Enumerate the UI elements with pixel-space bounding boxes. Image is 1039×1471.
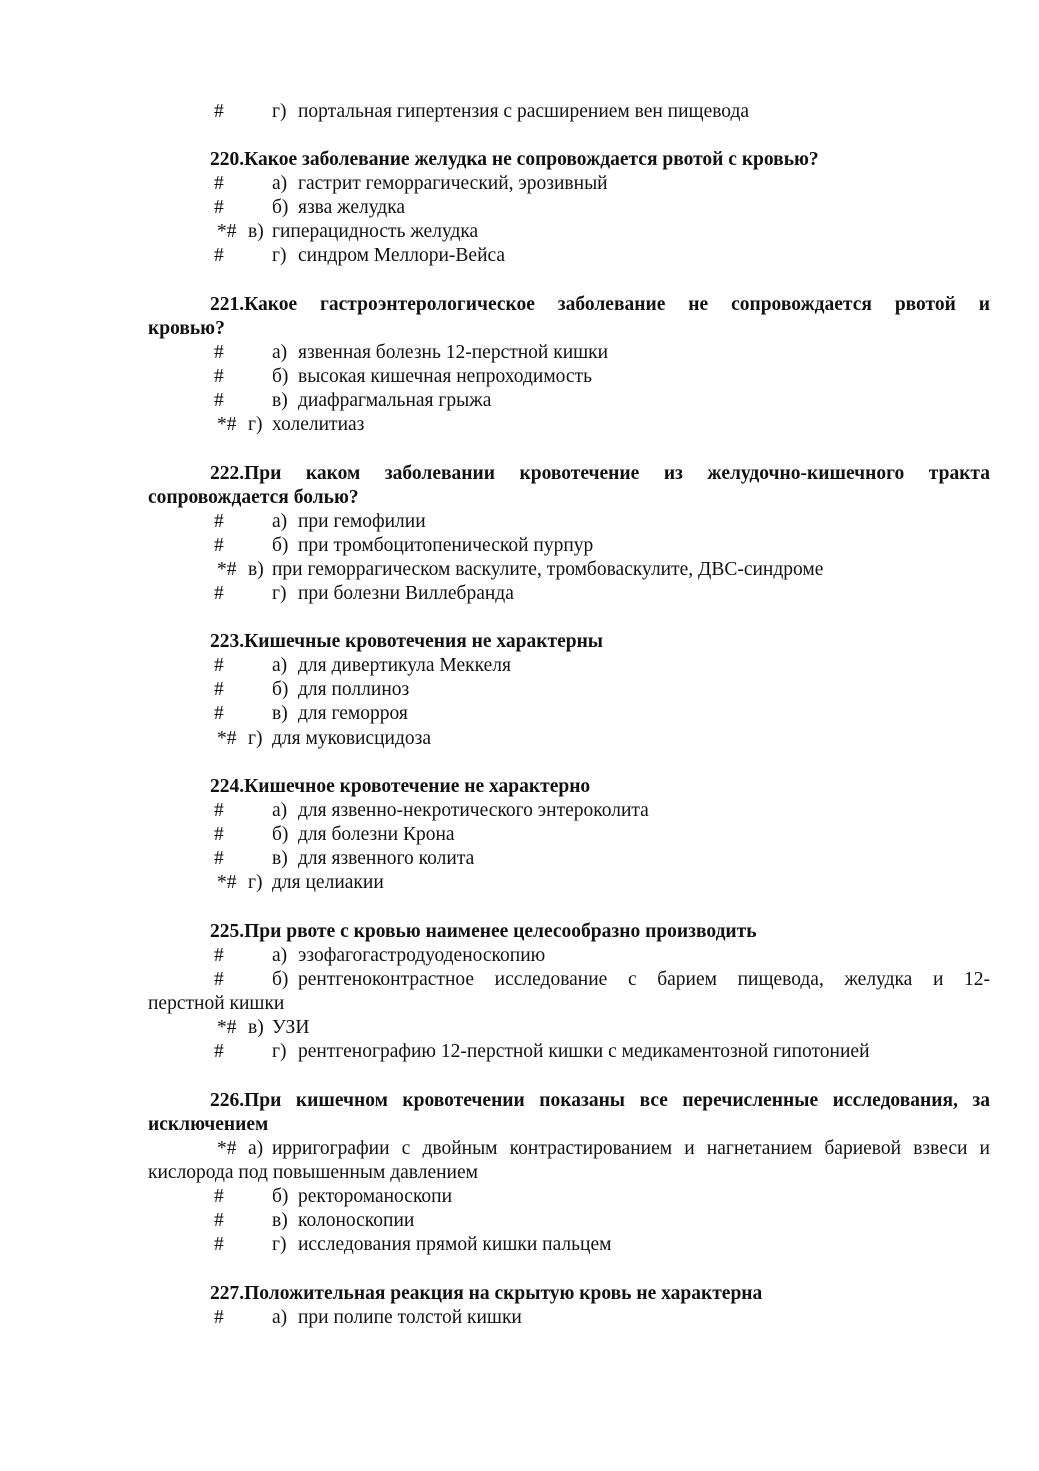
option-line: # в) для язвенного колита [214, 848, 475, 869]
option-line: # б) для болезни Крона [214, 824, 455, 845]
question-222-title-cont: сопровождается болью? [148, 487, 359, 508]
question-221-title-cont: кровью? [148, 318, 225, 339]
option-line: # б) для поллиноз [214, 679, 410, 700]
correct-option-line: *# г) для муковисцидоза [217, 728, 432, 749]
question-225-title: 225.При рвоте с кровью наименее целесообразно производить [210, 921, 757, 942]
question-227-title: 227.Положительная реакция на скрытую кровь не характерна [210, 1283, 763, 1304]
option-line: # б) ректороманоскопи [214, 1186, 453, 1207]
option-line: # а) язвенная болезнь 12-перстной кишки [214, 342, 609, 363]
option-line: # г) исследования прямой кишки пальцем [214, 1234, 612, 1255]
option-line: # г) синдром Меллори-Вейса [214, 245, 506, 266]
correct-option-line: *# в) гиперацидность желудка [217, 221, 479, 242]
option-line [148, 100, 990, 124]
option-line: # б) при тромбоцитопенической пурпур [214, 535, 594, 556]
option-line: # б) высокая кишечная непроходимость [214, 366, 592, 387]
option-text: портальная гипертензия с расширением вен пищевода [298, 101, 750, 122]
option-line: # в) колоноскопии [214, 1210, 415, 1231]
option-line-cont: перстной кишки [148, 993, 285, 1014]
correct-option-line: *# г) для целиакии [217, 872, 384, 893]
correct-option-line: *# в) при геморрагическом васкулите, тромбоваскулите, ДВС-синдроме [217, 559, 824, 580]
option-letter: г) [272, 101, 287, 122]
correct-option-line: *# в) УЗИ [217, 1017, 310, 1038]
correct-option-line: *# а) ирригографии с двойным контрастированием и нагнетанием бариевой взвеси и [217, 1138, 990, 1159]
question-226-title-cont: исключением [148, 1114, 269, 1135]
correct-option-line: *# г) холелитиаз [217, 414, 365, 435]
option-line: # в) диафрагмальная грыжа [214, 390, 492, 411]
option-line: # б) язва желудка [214, 197, 406, 218]
option-line: # б) рентгеноконтрастное исследование с барием пищевода, желудка и 12- [214, 969, 990, 990]
option-line: # в) для геморроя [214, 703, 408, 724]
option-line-cont: кислорода под повышенным давлением [148, 1162, 478, 1183]
question-223-title: 223.Кишечные кровотечения не характерны [210, 631, 604, 652]
question-226-title: 226.При кишечном кровотечении показаны все перечисленные исследования, за [210, 1090, 990, 1111]
question-224-title: 224.Кишечное кровотечение не характерно [210, 776, 591, 797]
question-221-title: 221.Какое гастроэнтерологическое заболевание не сопровождается рвотой и [210, 294, 990, 315]
option-line: # а) для язвенно-некротического энтероколита [214, 800, 649, 821]
option-line: # а) при гемофилии [214, 511, 426, 532]
option-line: # а) гастрит геморрагический, эрозивный [214, 173, 608, 194]
option-line: # а) при полипе толстой кишки [214, 1307, 522, 1328]
option-line: # г) при болезни Виллебранда [214, 583, 514, 604]
option-mark: # [214, 101, 224, 122]
option-line: # а) эзофагогастродуоденоскопию [214, 945, 546, 966]
option-line: # г) рентгенографию 12-перстной кишки с медикаментозной гипотонией [214, 1041, 870, 1062]
option-line: # а) для дивертикула Меккеля [214, 655, 511, 676]
question-222-title: 222.При каком заболевании кровотечение из желудочно-кишечного тракта [210, 463, 990, 484]
question-220-title: 220.Какое заболевание желудка не сопровождается рвотой с кровью? [210, 149, 819, 170]
